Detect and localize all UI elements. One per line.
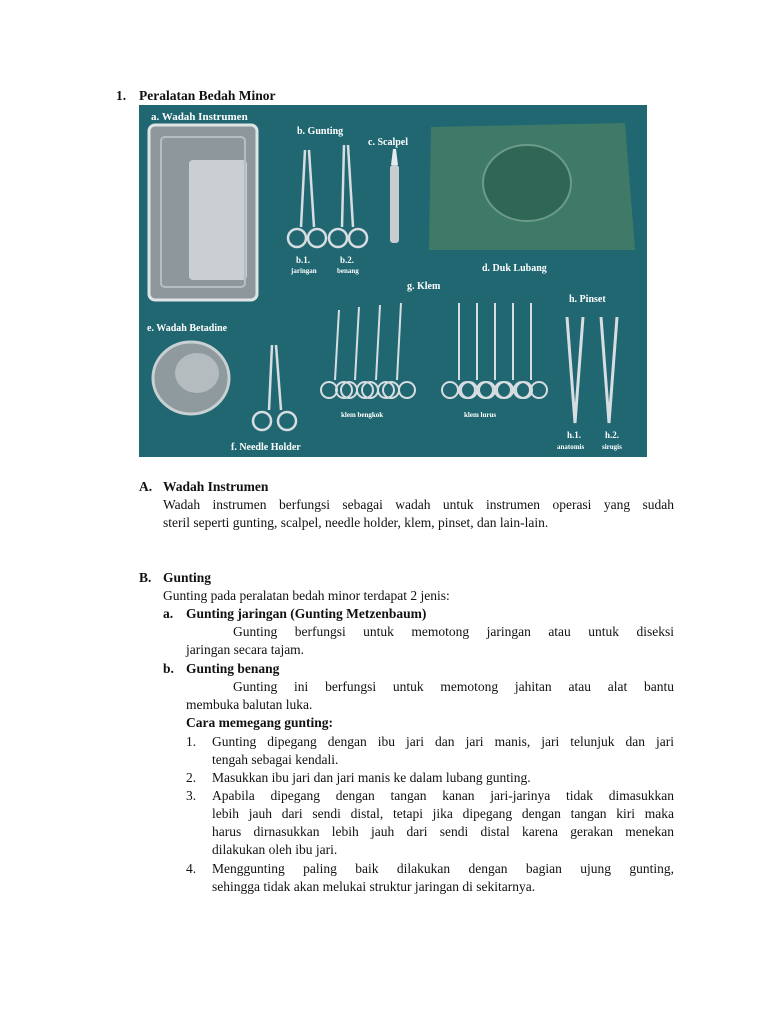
section-a-text-line: steril seperti gunting, scalpel, needle holder, klem, pinset, dan lain-lain. (163, 515, 549, 530)
step-text-line: sehingga tidak akan melukai struktur jaringan di sekitarnya. (212, 879, 536, 894)
label-b2-sub: benang (337, 267, 359, 275)
section-b-intro: Gunting pada peralatan bedah minor terdapat 2 jenis: (163, 588, 450, 603)
label-d: d. Duk Lubang (482, 263, 547, 274)
section-a-marker: A. (139, 479, 153, 494)
subsection-b-heading: Gunting benang (186, 661, 280, 676)
bowl-illustration (153, 342, 229, 414)
step-number: 1. (186, 734, 197, 749)
label-h1: h.1. (567, 430, 582, 440)
subsection-a-text-line: jaringan secara tajam. (186, 642, 305, 657)
label-b1-sub: jaringan (291, 267, 317, 275)
label-g: g. Klem (407, 281, 441, 292)
label-klem-bengkok: klem bengkok (341, 411, 384, 419)
subsection-a-text-line: Gunting berfungsi untuk memotong jaringan atau untuk diseksi (233, 624, 674, 639)
label-b2: b.2. (340, 255, 355, 265)
step-text-line: harus dirnasukkan lebih jauh dari sendi distal karena gerakan menekan (212, 824, 674, 839)
label-c: c. Scalpel (368, 137, 408, 148)
label-klem-lurus: klem lurus (464, 411, 497, 419)
section-title: Peralatan Bedah Minor (139, 88, 276, 103)
instrument-tray-illustration (149, 125, 257, 300)
label-f: f. Needle Holder (231, 442, 301, 453)
instrument-photo (139, 105, 647, 457)
step-text-line: Apabila dipegang dengan tangan kanan jari-jarinya tidak dimasukkan (212, 788, 674, 803)
subsection-a-heading: Gunting jaringan (Gunting Metzenbaum) (186, 606, 427, 621)
subsection-b-marker: b. (163, 661, 174, 676)
label-h1-sub: anatomis (557, 443, 585, 451)
step-text-line: Gunting dipegang dengan ibu jari dan jari manis, jari telunjuk dan jari (212, 734, 674, 749)
drape-illustration (429, 123, 635, 250)
section-a-heading: Wadah Instrumen (163, 479, 269, 494)
scalpel-illustration (390, 149, 399, 243)
label-b1: b.1. (296, 255, 311, 265)
step-text-line: tengah sebagai kendali. (212, 752, 339, 767)
step-text-line: Menggunting paling baik dilakukan dengan bagian ujung gunting, (212, 861, 674, 876)
subsection-b-text-line: Gunting ini berfungsi untuk memotong jahitan atau alat bantu (233, 679, 674, 694)
label-a: a. Wadah Instrumen (151, 111, 248, 123)
label-h2: h.2. (605, 430, 620, 440)
subsection-b-text-line: membuka balutan luka. (186, 697, 313, 712)
step-text-line: lebih jauh dari sendi distal, tetapi jika dipegang dengan tangan kiri maka (212, 806, 674, 821)
step-text-line: Masukkan ibu jari dan jari manis ke dalam lubang gunting. (212, 770, 531, 785)
section-number: 1. (116, 88, 127, 103)
step-number: 4. (186, 861, 197, 876)
step-number: 2. (186, 770, 197, 785)
cara-heading: Cara memegang gunting: (186, 715, 333, 730)
label-e: e. Wadah Betadine (147, 323, 228, 334)
label-h: h. Pinset (569, 294, 606, 305)
step-number: 3. (186, 788, 197, 803)
subsection-a-marker: a. (163, 606, 174, 621)
section-a-text-line: Wadah instrumen berfungsi sebagai wadah untuk instrumen operasi yang sudah (163, 497, 674, 512)
section-b-marker: B. (139, 570, 152, 585)
step-text-line: dilakukan oleh ibu jari. (212, 842, 338, 857)
section-b-heading: Gunting (163, 570, 212, 585)
label-h2-sub: sirugis (602, 443, 622, 451)
label-b: b. Gunting (297, 126, 344, 137)
